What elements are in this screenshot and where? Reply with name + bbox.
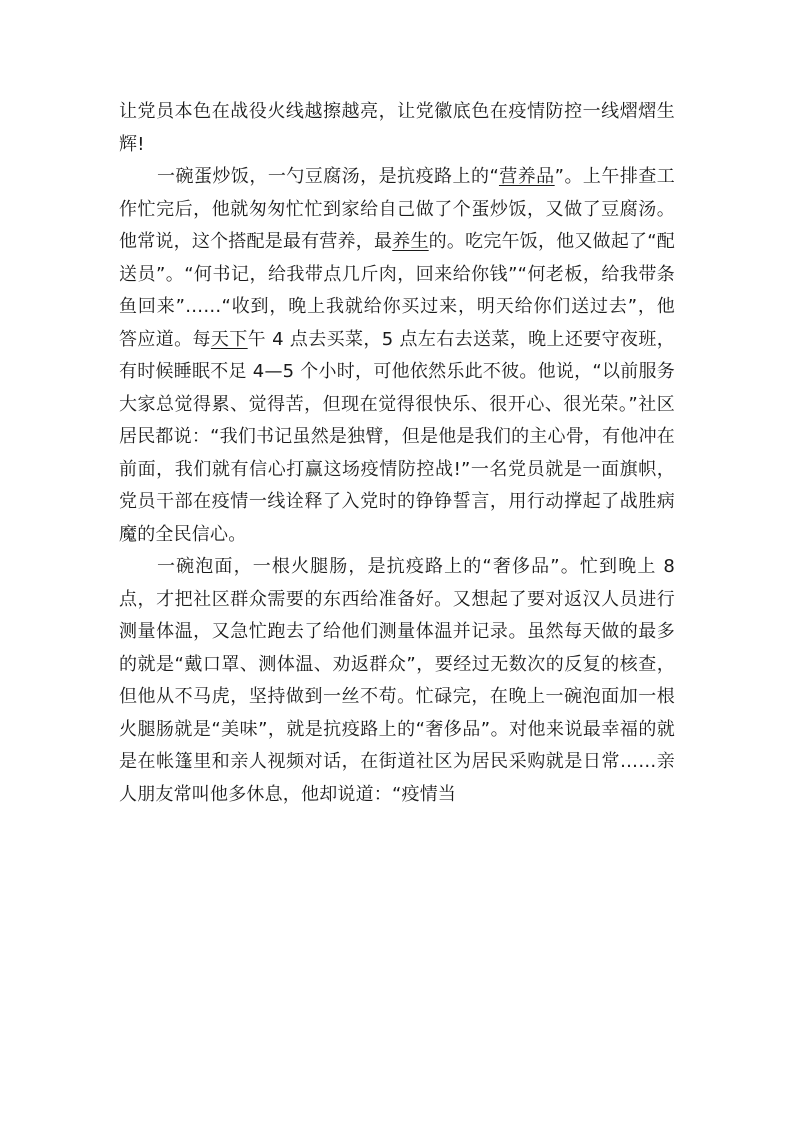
- underlined-word-afternoon: 天下: [210, 328, 248, 350]
- paragraph-3-text: 一碗泡面，一根火腿肠，是抗疫路上的“奢侈品”。忙到晚上 8 点，才把社区群众需要的东西给准备好。又想起了要对返汉人员进行测量体温，又急忙跑去了给他们测量体温并记录。虽然每天做的最多的就是“戴口罩、测体温、劝返群众”，要经过无数次的反复的核查，但他从不马虎，坚持做到一丝不苟。忙碌完，在晚上一碗泡面加一根火腿肠就是“美味”，就是抗疫路上的“奢侈品”。对他来说最幸福的就是在帐篷里和亲人视频对话，在街道社区为居民采购就是日常……亲人朋友常叫他多休息，他却说道：“疫情当: [119, 556, 675, 805]
- underlined-word-nutrition: 营养品: [498, 166, 555, 187]
- paragraph-2-text-b: ”。上午排查工作忙完后，他就匆匆忙忙到家给自己做了个蛋炒饭，又做了豆腐汤。他常说，这个搭配是最有营养，最: [119, 166, 675, 252]
- paragraph-1-text: 让党员本色在战役火线越擦越亮，让党徽底色在疫情防控一线熠熠生辉!: [119, 101, 675, 155]
- document-body: [119, 96, 675, 811]
- paragraph-3: [119, 551, 675, 811]
- paragraph-2-text-d: 午 4 点去买菜，5 点左右去送菜，晚上还要守夜班，有时候睡眠不足 4—5 个小时，可他依然乐此不彼。他说，“以前服务大家总觉得累、觉得苦，但现在觉得很快乐、很开心、很光荣。”社区居民都说：“我们书记虽然是独臂，但是他是我们的主心骨，有他冲在前面，我们就有信心打赢这场疫情防控战!”一名党员就是一面旗帜，党员干部在疫情一线诠释了入党时的铮铮誓言，用行动撑起了战胜病魔的全民信心。: [119, 328, 675, 545]
- paragraph-2-text-c: 的。吃完午饭，他又做起了“配送员”。“何书记，给我带点几斤肉，回来给你钱”“何老板，给我带条鱼回来”……“收到，晚上我就给你买过来，明天给你们送过去”，他答应道。每: [119, 231, 675, 350]
- paragraph-2-text-a: 一碗蛋炒饭，一勺豆腐汤，是抗疫路上的“: [157, 166, 499, 187]
- paragraph-2: [119, 161, 675, 551]
- underlined-word-health: 养生: [392, 231, 429, 252]
- paragraph-1: [119, 96, 675, 161]
